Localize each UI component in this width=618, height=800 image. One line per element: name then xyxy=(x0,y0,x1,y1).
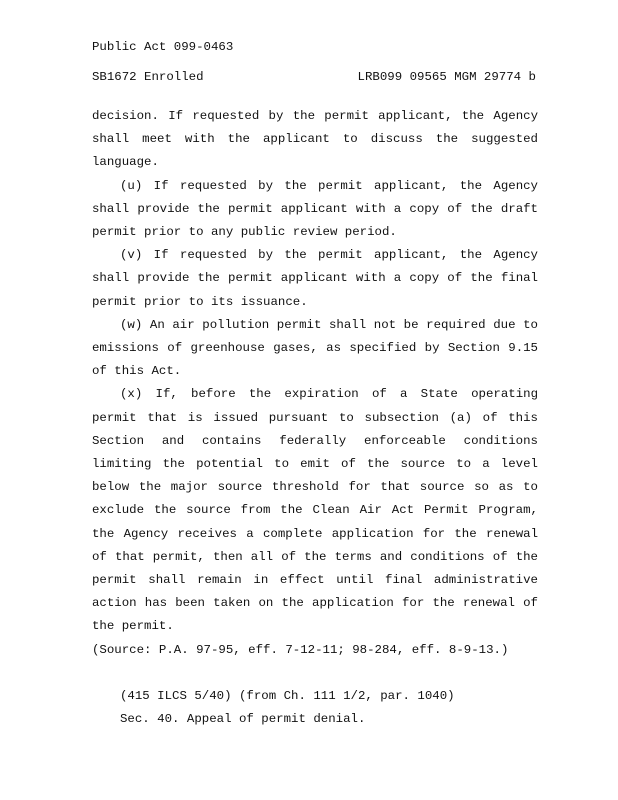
source-note: (Source: P.A. 97-95, eff. 7-12-11; 98-284, eff. 8-9-13.) xyxy=(92,642,509,657)
paragraph-w: (w) An air pollution permit shall not be required due to emissions of greenhouse gases, as specified by Section 9.15 of this Act. xyxy=(92,317,538,379)
paragraph-u: (u) If requested by the permit applicant, the Agency shall provide the permit applicant with a copy of the draft permit prior to any public review period. xyxy=(92,178,538,240)
section-heading: Sec. 40. Appeal of permit denial. xyxy=(120,712,366,727)
paragraph-v: (v) If requested by the permit applicant, the Agency shall provide the permit applicant with a copy of the final permit prior to its issuance. xyxy=(92,248,538,309)
spacer xyxy=(92,662,538,685)
paragraph-x: (x) If, before the expiration of a State operating permit that is issued pursuant to subsection (a) of this Section and contains federally enforceable conditions limiting the potential to emit of the source to a level below the major source threshold for that source so as to exclude the source from the Clean Air Act Permit Program, the Agency receives a complete application for the renewal of that permit, then all of the terms and conditions of the permit shall remain in effect until final administrative action has been taken on the application for the renewal of the permit. xyxy=(92,387,538,634)
statute-citation: (415 ILCS 5/40) (from Ch. 111 1/2, par. 1040) xyxy=(120,688,455,703)
paragraph-continuation: decision. If requested by the permit applicant, the Agency shall meet with the applicant to discuss the suggested language. xyxy=(92,109,538,170)
public-act-header: Public Act 099-0463 xyxy=(92,40,234,54)
bill-number: SB1672 Enrolled xyxy=(92,70,204,84)
body-text xyxy=(92,105,538,731)
lrb-number: LRB099 09565 MGM 29774 b xyxy=(357,70,536,84)
